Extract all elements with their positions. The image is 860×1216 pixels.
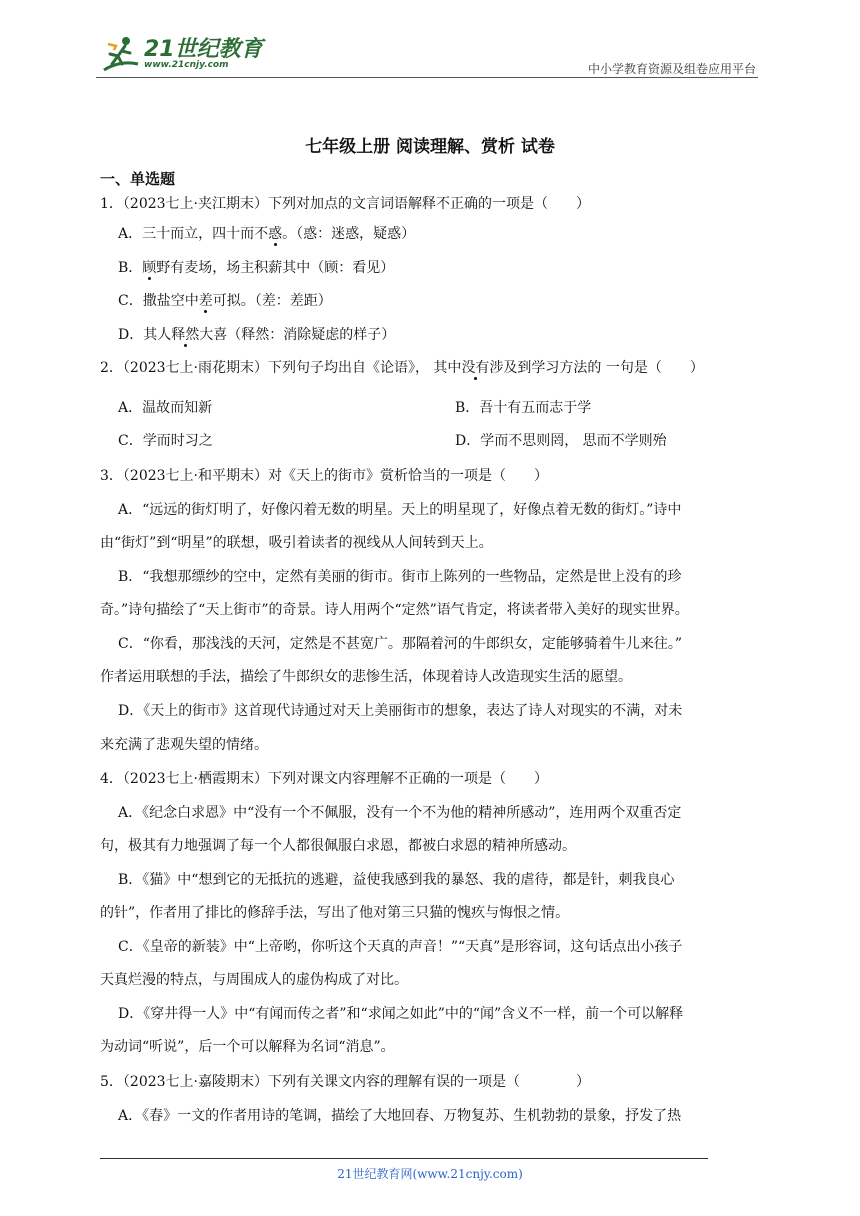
question-4-line: D．《穿井得一人》中“有闻而传之者”和“求闻之如此”中的“闻”含义不一样，前一个可以解释: [118, 1006, 684, 1022]
question-4-line: C．《皇帝的新装》中“上帝哟，你听这个天真的声音！”“天真”是形容词，这句话点出小孩子: [118, 939, 683, 955]
option-text: A．三十而立，四十而不: [118, 226, 269, 242]
dotted-word: 惑: [268, 226, 283, 242]
question-1-option-d: [118, 325, 395, 345]
footer-divider: [100, 1158, 708, 1159]
question-5-stem: 5．（2023七上·嘉陵期末）下列有关课文内容的理解有误的一项是（ ）: [100, 1074, 590, 1090]
page-title: 七年级上册 阅读理解、赏析 试卷: [305, 137, 555, 157]
question-4-line: 天真烂漫的特点，与周围成人的虚伪构成了对比。: [100, 972, 408, 988]
dotted-word: 没有: [461, 360, 490, 376]
question-3-line: 奇。”诗句描绘了“天上街市”的奇景。诗人用两个“定然”语气肯定，将读者带入美好的现实世界。: [100, 602, 689, 618]
question-3-line: 作者运用联想的手法，描绘了牛郎织女的悲惨生活，体现着诗人改造现实生活的愿望。: [100, 669, 632, 685]
question-2-stem: [100, 358, 704, 378]
option-text: 可拟。（差：差距）: [212, 293, 332, 309]
platform-name: 中小学教育资源及组卷应用平台: [587, 62, 756, 76]
question-4-line: 的针”，作者用了排比的修辞手法，写出了他对第三只猫的愧疚与悔恨之情。: [100, 905, 570, 921]
dotted-word: 差: [198, 293, 213, 309]
question-1-option-a: [118, 224, 415, 244]
option-text: 。（惑：迷惑，疑惑）: [282, 226, 416, 242]
logo-text: 21世纪教育: [144, 37, 263, 62]
question-4-line: 为动词“听说”，后一个可以解释为名词“消息”。: [100, 1039, 395, 1055]
option-text: C．撒盐空中: [118, 293, 199, 309]
option-text: B．: [118, 260, 143, 276]
dotted-word: 顾: [142, 260, 157, 276]
question-3-line: C．“你看，那浅浅的天河，定然是不甚宽广。那隔着河的牛郎织女，定能够骑着牛儿来往。”: [118, 636, 683, 652]
logo-url: www.21cnjy.com: [144, 60, 229, 70]
option-text: 大喜（释然：消除疑虑的样子）: [199, 327, 396, 343]
page-footer: 21世纪教育网(www.21cnjy.com): [337, 1167, 523, 1181]
question-4-line: B．《猫》中“想到它的无抵抗的逃避，益使我感到我的暴怒、我的虐待，都是针，刺我良心: [118, 872, 675, 888]
question-3-stem: 3．（2023七上·和平期末）对《天上的街市》赏析恰当的一项是（ ）: [100, 468, 548, 484]
question-2-option-c: C．学而时习之: [118, 433, 213, 449]
question-2-option-d: D．学而不思则罔， 思而不学则殆: [455, 433, 667, 449]
question-4-line: A．《纪念白求恩》中“没有一个不佩服，没有一个不为他的精神所感动”，连用两个双重否定: [118, 805, 682, 821]
dotted-word: 释然: [171, 327, 200, 343]
question-1-option-c: [118, 291, 332, 311]
question-2-option-a: A．温故而知新: [118, 400, 213, 416]
option-text: D．其人: [118, 327, 172, 343]
header-divider: [96, 77, 758, 78]
question-3-line: D．《天上的街市》这首现代诗通过对天上美丽街市的想象，表达了诗人对现实的不满，对未: [118, 703, 683, 719]
question-1-option-b: [118, 258, 394, 278]
question-5-line: A．《春》一文的作者用诗的笔调，描绘了大地回春、万物复苏、生机勃勃的景象，抒发了热: [118, 1108, 682, 1124]
site-logo: [96, 30, 266, 78]
stem-text: 2．（2023七上·雨花期末）下列句子均出自《论语》， 其中: [100, 360, 462, 376]
question-4-stem: 4．（2023七上·栖霞期末）下列对课文内容理解不正确的一项是（ ）: [100, 771, 548, 787]
option-text: 野有麦场，场主积薪其中（顾：看见）: [156, 260, 395, 276]
question-1-stem: 1．（2023七上·夹江期末）下列对加点的文言词语解释不正确的一项是（ ）: [100, 196, 590, 212]
question-3-line: 由“街灯”到“明星”的联想，吸引着读者的视线从人间转到天上。: [100, 535, 493, 551]
stem-text: 涉及到学习方法的 一句是（ ）: [489, 360, 704, 376]
page-header: [96, 30, 758, 80]
question-3-line: B．“我想那缥纱的空中，定然有美丽的街市。街市上陈列的一些物品，定然是世上没有的珍: [118, 569, 682, 585]
section-heading: 一、单选题: [100, 170, 176, 188]
question-3-line: A．“远远的街灯明了，好像闪着无数的明星。天上的明星现了，好像点着无数的街灯。”诗中: [118, 502, 682, 518]
question-4-line: 句，极其有力地强调了每一个人都很佩服白求恩，都被白求恩的精神所感动。: [100, 838, 576, 854]
runner-logo-icon: [100, 34, 140, 74]
question-2-option-b: B．吾十有五而志于学: [455, 400, 592, 416]
question-3-line: 来充满了悲观失望的情绪。: [100, 737, 268, 753]
